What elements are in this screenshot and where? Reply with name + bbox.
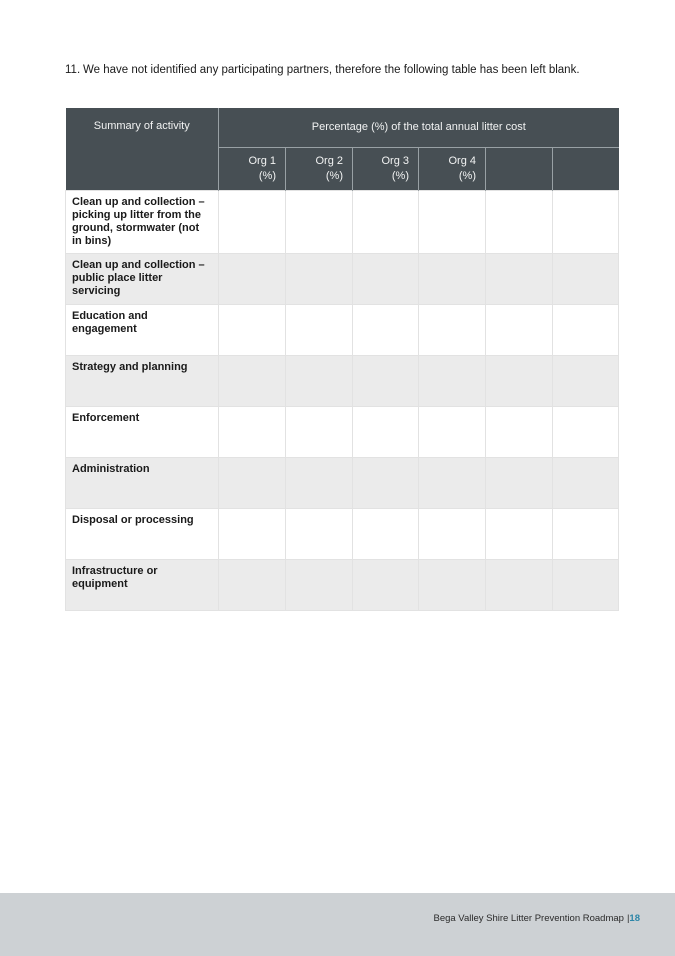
footer-text [433,913,640,924]
footer [0,893,675,956]
activity-label: Strategy and planning [66,355,219,406]
table-body [66,190,619,610]
paragraph-text: We have not identified any participating partners, therefore the following table has been left blank. [83,64,580,76]
extra-column-header-1 [486,147,553,190]
value-cell [353,559,419,610]
value-cell [286,508,353,559]
paragraph-11 [65,62,600,80]
value-cell [486,559,553,610]
value-cell [486,508,553,559]
org3-name: Org 3 [381,154,409,167]
footer-document-title: Bega Valley Shire Litter Prevention Roadmap [433,913,624,924]
activity-label: Clean up and collection – picking up litter from the ground, stormwater (not in bins) [66,190,219,253]
org2-name: Org 2 [315,154,343,167]
org4-unit: (%) [458,169,476,182]
value-cell [286,355,353,406]
table-header [66,108,619,190]
value-cell [553,457,619,508]
value-cell [419,457,486,508]
activity-label: Administration [66,457,219,508]
value-cell [286,253,353,304]
extra-column-header-2 [553,147,619,190]
value-cell [353,406,419,457]
org2-unit: (%) [325,169,343,182]
activity-label: Education and engagement [66,304,219,355]
value-cell [419,304,486,355]
value-cell [219,508,286,559]
activity-cost-table [65,108,619,611]
org1-column-header [219,147,286,190]
table-row [66,304,619,355]
value-cell [553,253,619,304]
activity-label: Disposal or processing [66,508,219,559]
value-cell [286,304,353,355]
value-cell [553,304,619,355]
value-cell [286,457,353,508]
value-cell [219,253,286,304]
value-cell [419,508,486,559]
value-cell [219,457,286,508]
org3-column-header [353,147,419,190]
org3-unit: (%) [391,169,409,182]
value-cell [286,406,353,457]
table-row [66,508,619,559]
value-cell [486,190,553,253]
value-cell [553,406,619,457]
value-cell [553,190,619,253]
org1-unit: (%) [258,169,276,182]
org4-name: Org 4 [448,154,476,167]
activity-label: Infrastructure or equipment [66,559,219,610]
value-cell [419,190,486,253]
value-cell [486,304,553,355]
value-cell [419,253,486,304]
value-cell [553,355,619,406]
value-cell [419,355,486,406]
footer-separator: | [626,913,630,924]
value-cell [486,355,553,406]
value-cell [419,559,486,610]
table-row [66,253,619,304]
activity-label: Enforcement [66,406,219,457]
percentage-group-header: Percentage (%) of the total annual litter cost [219,108,619,147]
summary-column-header: Summary of activity [66,108,219,190]
table-row [66,355,619,406]
table-row [66,190,619,253]
value-cell [353,190,419,253]
value-cell [219,304,286,355]
table-row [66,406,619,457]
value-cell [419,406,486,457]
value-cell [219,559,286,610]
value-cell [553,559,619,610]
value-cell [486,406,553,457]
org4-column-header [419,147,486,190]
group-header-row [66,108,619,147]
table-row [66,457,619,508]
footer-page-number: 18 [629,913,640,924]
paragraph-number: 11. [65,64,81,76]
org1-name: Org 1 [248,154,276,167]
value-cell [486,253,553,304]
value-cell [353,508,419,559]
value-cell [286,559,353,610]
value-cell [219,190,286,253]
value-cell [286,190,353,253]
table-row [66,559,619,610]
value-cell [486,457,553,508]
activity-label: Clean up and collection – public place litter servicing [66,253,219,304]
value-cell [219,355,286,406]
org2-column-header [286,147,353,190]
value-cell [353,304,419,355]
value-cell [353,457,419,508]
value-cell [219,406,286,457]
value-cell [353,355,419,406]
value-cell [353,253,419,304]
value-cell [553,508,619,559]
